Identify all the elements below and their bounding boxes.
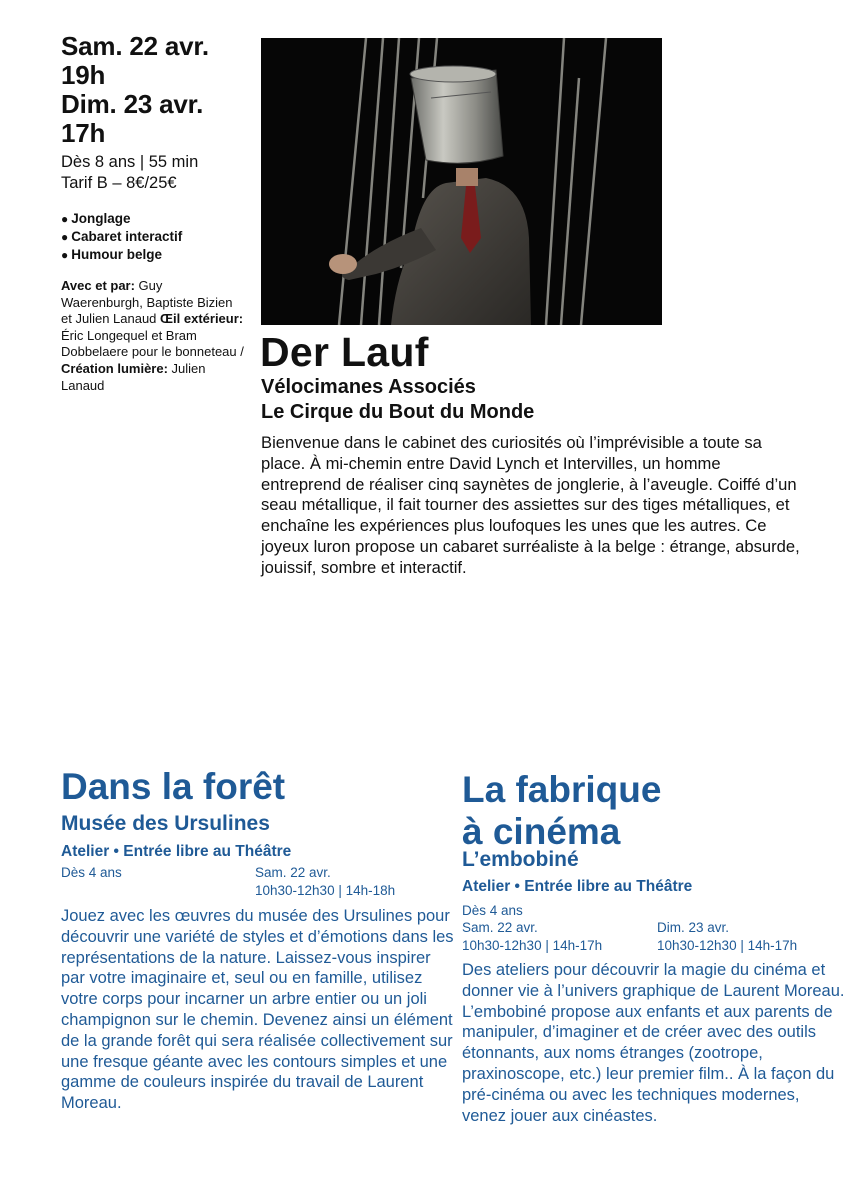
schedule-day: Dim. 23 avr. — [657, 920, 730, 935]
show-photo — [261, 38, 662, 325]
schedule-hours: 10h30-12h30 | 14h-17h — [657, 938, 798, 953]
workshop-title-line: à cinéma — [462, 811, 621, 852]
workshop-description: Jouez avec les œuvres du musée des Ursulines pour découvrir une variété de styles et d’émotions dans les représentations de la nature. Laissez-vous inspirer par votre imaginaire et, seul ou en famille, utilisez votre corps pour incarner un arbre entier ou un joli champignon sur le chemin. Devenez ainsi un élément de la grande forêt qui sera réalisée collectivement sur une fresque géante avec les contours simples et une gamme de couleurs inspirée du travail de Laurent Moreau. — [61, 907, 454, 1113]
workshop-age: Dès 4 ans — [61, 865, 122, 880]
schedule-day: Sam. 22 avr. — [255, 865, 331, 880]
tag-item: ● Humour belge — [61, 246, 261, 264]
date-2: Dim. 23 avr. — [61, 89, 204, 119]
show-description: Bienvenue dans le cabinet des curiosités où l’imprévisible a toute sa place. À mi-chemin entre David Lynch et Intervilles, un homme entreprend de réaliser cinq saynètes de jonglerie, à l’aveugle. Coiffé d’un seau métallique, il fait tourner des assiettes sur des tiges métalliques, et enchaîne les expériences plus loufoques les unes que les autres. Ce joyeux luron propose un cabaret surréaliste à la belge : étrange, absurde, jouissif, sombre et interactif. — [261, 433, 800, 577]
workshop-description-p1: Des ateliers pour découvrir la magie du cinéma et donner vie à l’univers graphique de Laurent Moreau. — [462, 961, 845, 1000]
workshop-title: Dans la forêt — [61, 766, 286, 807]
schedule-hours: 10h30-12h30 | 14h-17h — [462, 938, 603, 953]
credits-oeil-label: Œil extérieur: — [160, 311, 244, 327]
credits-lumiere-label: Création lumière: — [61, 360, 168, 376]
workshop-title — [462, 769, 661, 853]
credits — [61, 278, 246, 394]
show-title: Der Lauf — [260, 329, 429, 375]
workshop-kind: Atelier • Entrée libre au Théâtre — [462, 878, 693, 895]
credits-oeil-value: Éric Longequel et Bram Dobbelaere pour le bonneteau / — [61, 327, 244, 360]
workshop-schedule-2 — [657, 919, 797, 955]
workshop-description-p2: L’embobiné propose aux enfants et aux parents de manipuler, d’imaginer et de créer avec des outils étonnants, aux noms étranges (zootrope, praxinoscope, etc.) leur premier film.. À la façon du pré-cinéma ou avec les techniques modernes, venez jouer aux cinéastes. — [462, 1002, 835, 1125]
workshop-description — [462, 960, 847, 1126]
workshop-kind: Atelier • Entrée libre au Théâtre — [61, 843, 292, 860]
credits-avec-value: Guy Waerenburgh, Baptiste Bizien et Julien Lanaud — [61, 278, 233, 327]
schedule-day: Sam. 22 avr. — [462, 920, 538, 935]
time-2: 17h — [61, 118, 106, 148]
company-name: Vélocimanes Associés — [261, 376, 476, 398]
workshop-subtitle: L’embobiné — [462, 848, 579, 871]
schedule-hours: 10h30-12h30 | 14h-18h — [255, 883, 396, 898]
genre-tags — [61, 210, 261, 264]
tag-item: ● Cabaret interactif — [61, 228, 261, 246]
workshop-subtitle: Musée des Ursulines — [61, 812, 270, 835]
workshop-age: Dès 4 ans — [462, 903, 523, 918]
workshop-title-line: La fabrique — [462, 769, 662, 810]
performer-illustration — [261, 38, 662, 325]
tarif: Tarif B – 8€/25€ — [61, 174, 177, 192]
show-dates — [61, 32, 251, 148]
credits-avec-label: Avec et par: — [61, 278, 135, 293]
tag-item: ● Jonglage — [61, 210, 261, 228]
show-companies — [261, 375, 534, 425]
show-info — [61, 152, 261, 194]
age-duration: Dès 8 ans | 55 min — [61, 153, 199, 171]
company-name: Le Cirque du Bout du Monde — [261, 401, 535, 423]
workshop-schedule — [255, 864, 395, 900]
time-1: 19h — [61, 60, 106, 90]
workshop-schedule-1 — [462, 919, 602, 955]
date-1: Sam. 22 avr. — [61, 31, 209, 61]
credits-lumiere-value: Julien Lanaud — [61, 360, 206, 393]
